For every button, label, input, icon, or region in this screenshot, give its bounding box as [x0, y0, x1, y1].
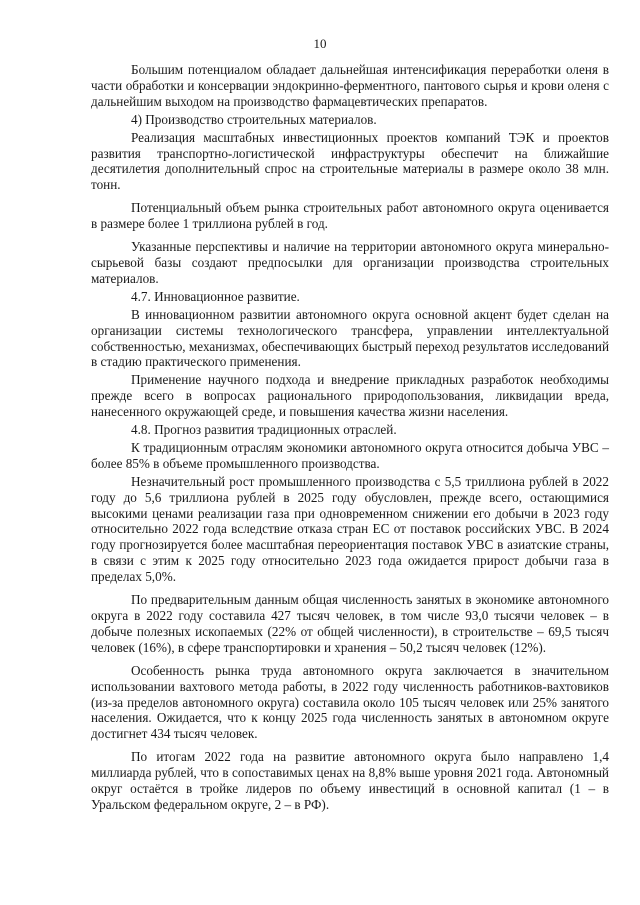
paragraph-investment-results: По итогам 2022 года на развитие автономного округа было направлено 1,4 миллиарда рублей, что в сопоставимых ценах на 8,8% выше уровня 2021 года. Автономный округ остаётся в тройке лидеров по объему инвестиций в основной капитал (1 – в Уральском федеральном округе, 2 – в РФ).: [91, 749, 609, 812]
section-heading-traditional-industries: 4.8. Прогноз развития традиционных отраслей.: [131, 422, 397, 438]
paragraph-employment: По предварительным данным общая численность занятых в экономике автономного округа в 2022 году составила 427 тысяч человек, в том числе 93,0 тысячи человек – в добыче полезных ископаемых (22% от общей численности), в строительстве – 69,5 тысяч человек (16%), в сфере транспортировки и хранения – 50,2 тысяч человек (12%).: [91, 592, 609, 655]
paragraph-industrial-growth: Незначительный рост промышленного производства с 5,5 триллиона рублей в 2022 году до 5,6 триллиона рублей в 2025 году обусловлен, прежде всего, остающимися высокими ценами реализации газа при одновременном снижении его добычи в 2023 году относительно 2022 года вследствие отказа стран ЕС от поставок российских УВС. В 2024 году прогнозируется более масштабная переориентация поставок УВС в азиатские страны, в связи с этим к 2025 году относительно 2023 года ожидается прирост добычи газа в пределах 5,0%.: [91, 473, 609, 585]
paragraph-traditional-industries: К традиционным отраслям экономики автономного округа относится добыча УВС – более 85% в объеме промышленного производства.: [91, 439, 609, 471]
section-heading-innovation: 4.7. Инновационное развитие.: [131, 288, 300, 304]
paragraph-building-materials-heading: 4) Производство строительных материалов.: [131, 111, 377, 127]
document-body: [91, 62, 609, 813]
paragraph-reindeer-processing: Большим потенциалом обладает дальнейшая интенсификация переработки оленя в части обработки и консервации эндокринно-ферментного, пантового сырья и крови оленя с дальнейшим выходом на производство фармацевтических препаратов.: [91, 62, 609, 109]
paragraph-investment-projects: Реализация масштабных инвестиционных проектов компаний ТЭК и проектов развития транспортно-логистической инфраструктуры обеспечит на ближайшие десятилетия дополнительный спрос на строительные материалы в размере около 38 млн. тонн.: [91, 129, 609, 193]
paragraph-construction-market: Потенциальный объем рынка строительных работ автономного округа оценивается в размере более 1 триллиона рублей в год.: [91, 200, 609, 232]
paragraph-labor-market: Особенность рынка труда автономного округа заключается в значительном использовании вахтового метода работы, в 2022 году численность работников-вахтовиков (из-за пределов автономного округа) составила около 105 тысяч человек или 25% занятого населения. Ожидается, что к концу 2025 года численность занятых в автономном округе достигнет 434 тысяч человек.: [91, 662, 609, 742]
paragraph-innovation-development: В инновационном развитии автономного округа основной акцент будет сделан на организации системы технологического трансфера, управлении интеллектуальной собственностью, механизмах, обеспечивающих быстрый переход результатов исследований в стадию практического применения.: [91, 306, 609, 370]
paragraph-scientific-approach: Применение научного подхода и внедрение прикладных разработок необходимы прежде всего в вопросах рационального природопользования, ликвидации вреда, нанесенного окружающей среде, и повышения качества жизни населения.: [91, 372, 609, 420]
paragraph-prerequisites: Указанные перспективы и наличие на территории автономного округа минерально-сырьевой базы создают предпосылки для организации производства строительных материалов.: [91, 239, 609, 286]
page-number: 10: [313, 36, 327, 51]
